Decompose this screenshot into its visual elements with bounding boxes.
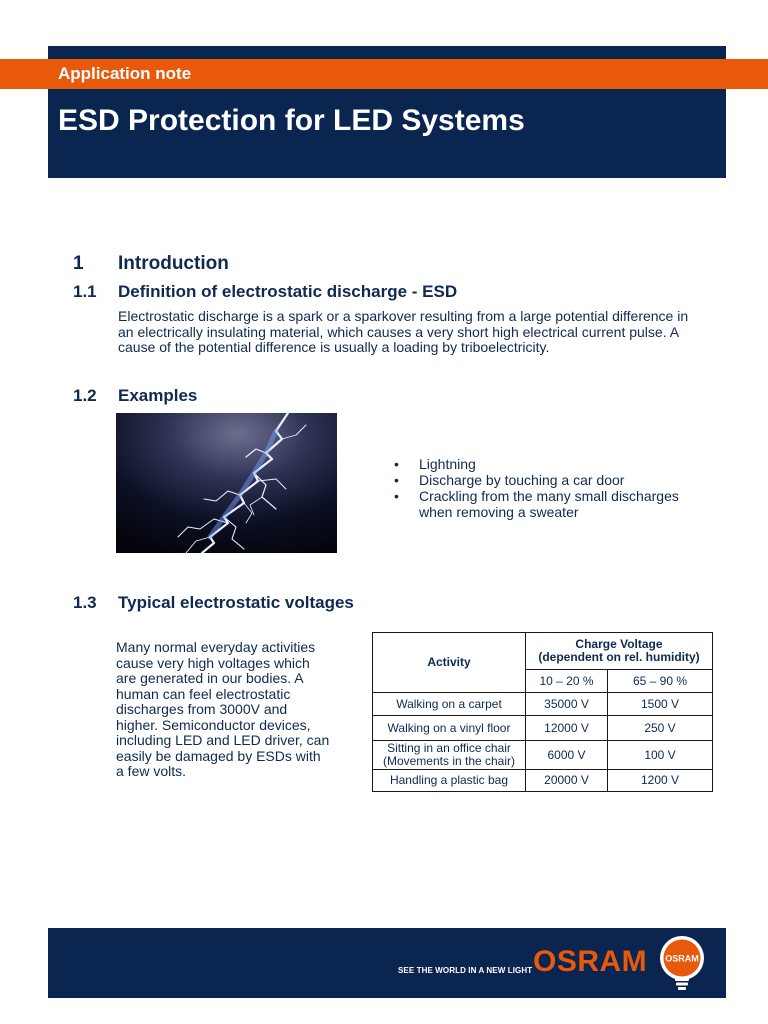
table-cell-line: Sitting in an office chair: [387, 741, 511, 755]
table-cell: 12000 V: [526, 716, 608, 741]
section-number: 1: [73, 253, 84, 274]
table-cell: 6000 V: [526, 741, 608, 770]
subsection-number: 1.3: [73, 593, 97, 612]
subsection-heading-examples: [73, 386, 197, 406]
subsection-number: 1.1: [73, 282, 97, 301]
text-line: Many normal everyday activities: [116, 639, 316, 655]
text-line: easily be damaged by ESDs with: [116, 747, 321, 764]
table-cell: 35000 V: [526, 693, 608, 716]
table-header-charge-voltage: [526, 633, 713, 670]
section-heading-introduction: [73, 253, 229, 275]
list-item: • Lightning: [393, 456, 709, 472]
table-header-activity: Activity: [373, 633, 526, 693]
table-row: [373, 741, 713, 770]
table-header-high-humidity: 65 – 90 %: [608, 670, 713, 693]
document-type-label: Application note: [58, 64, 192, 83]
text-line: discharges from 3000V and: [116, 701, 288, 717]
table-cell: 100 V: [608, 741, 713, 770]
table-header-line: Charge Voltage: [575, 637, 663, 651]
text-line: including LED and LED driver, can: [116, 732, 330, 748]
voltages-paragraph: [116, 640, 329, 780]
section-title: Introduction: [118, 253, 229, 274]
subsection-title: Definition of electrostatic discharge - ESD: [118, 282, 458, 301]
table-cell: [373, 741, 526, 770]
table-cell: Walking on a carpet: [373, 693, 526, 716]
table-header-low-humidity: 10 – 20 %: [526, 670, 608, 693]
table-cell-line: (Movements in the chair): [382, 754, 516, 768]
osram-bulb-logo: [657, 934, 707, 992]
document-title: ESD Protection for LED Systems: [58, 104, 525, 137]
table-header-line: (dependent on rel. humidity): [538, 650, 700, 664]
table-cell: 250 V: [608, 716, 713, 741]
voltage-table: [372, 632, 713, 792]
list-item: • Crackling from the many small discharges when removing a sweater: [393, 488, 709, 520]
definition-paragraph: [118, 309, 688, 356]
table-row: [373, 770, 713, 792]
table-cell: Handling a plastic bag: [373, 770, 526, 792]
text-line: higher. Semiconductor devices,: [116, 716, 311, 733]
table-cell: Walking on a vinyl floor: [373, 716, 526, 741]
text-line: cause of the potential difference is usually a loading by triboelectricity.: [118, 339, 550, 355]
subsection-heading-definition: [73, 282, 457, 302]
table-cell: 1500 V: [608, 693, 713, 716]
subsection-heading-voltages: [73, 593, 354, 613]
subsection-title: Typical electrostatic voltages: [118, 593, 354, 612]
subsection-title: Examples: [118, 386, 198, 405]
bulb-wordmark: OSRAM: [665, 953, 699, 964]
table-cell: 20000 V: [526, 770, 608, 792]
text-line: a few volts.: [116, 763, 187, 779]
list-item: • Discharge by touching a car door: [393, 472, 709, 488]
brand-wordmark: OSRAM: [533, 945, 648, 978]
subsection-number: 1.2: [73, 386, 97, 405]
text-line: human can feel electrostatic: [116, 685, 291, 702]
brand-tagline: SEE THE WORLD IN A NEW LIGHT: [398, 966, 533, 975]
examples-list: [393, 456, 709, 520]
table-row: [373, 716, 713, 741]
text-line: an electrically insulating material, which causes a very short high electrical current pulse. A: [118, 323, 680, 340]
lightning-photo: [116, 413, 337, 553]
text-line: cause very high voltages which: [116, 654, 310, 671]
text-line: Electrostatic discharge is a spark or a sparkover resulting from a large potential difference in: [118, 308, 689, 324]
table-cell: 1200 V: [608, 770, 713, 792]
text-line: are generated in our bodies. A: [116, 670, 304, 686]
table-row: [373, 693, 713, 716]
